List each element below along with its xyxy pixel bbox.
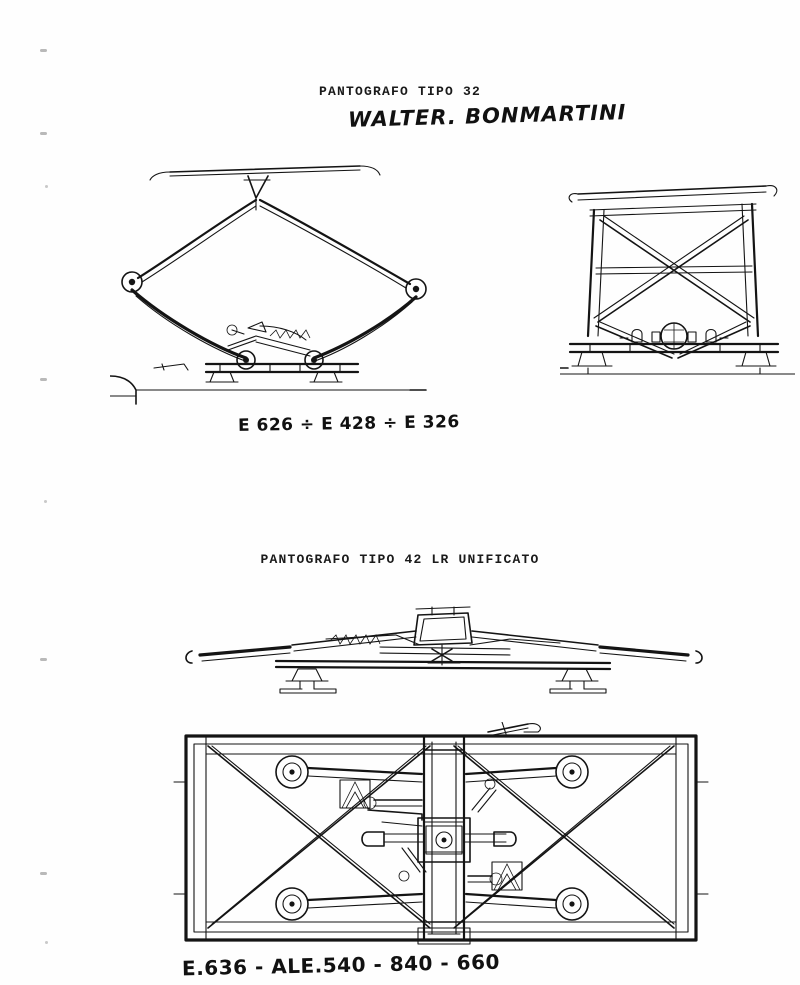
scan-artifact-punch (40, 378, 47, 381)
scan-artifact-punch (40, 49, 47, 52)
handwritten-caption-locomotives-top: E 626 ÷ E 428 ÷ E 326 (237, 412, 460, 436)
figure-pantograph-42-plan (172, 722, 712, 954)
scan-artifact-punch (40, 872, 47, 875)
scan-artifact-speck (44, 500, 47, 503)
handwritten-caption-locomotives-bottom: E.636 - ALE.540 - 840 - 660 (181, 949, 501, 981)
scan-artifact-punch (40, 132, 47, 135)
scan-artifact-punch (40, 658, 47, 661)
scan-artifact-speck (45, 941, 48, 944)
handwritten-signature: WALTER. BONMARTINI (347, 100, 627, 132)
figure-pantograph-32-front (560, 172, 795, 407)
figure-pantograph-32-side (110, 150, 540, 410)
heading-pantograph-type-42: PANTOGRAFO TIPO 42 LR UNIFICATO (260, 552, 540, 567)
heading-pantograph-type-32: PANTOGRAFO TIPO 32 (318, 84, 482, 99)
figure-pantograph-42-side (180, 605, 710, 705)
scan-artifact-speck (45, 185, 48, 188)
